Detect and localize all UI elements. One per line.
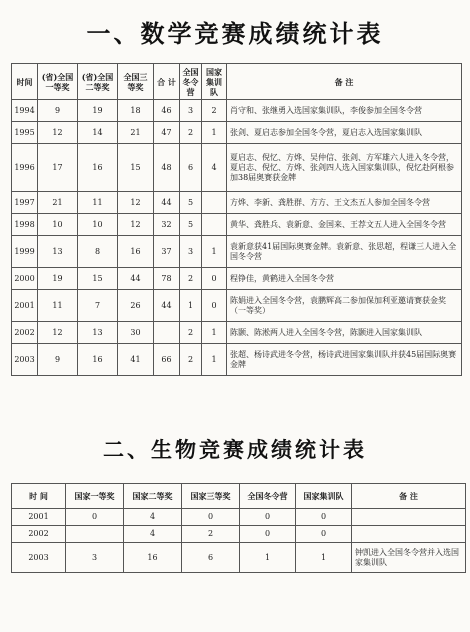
math-table-row — [12, 344, 462, 376]
math-cell-note: 方烨、李新、龚胜群、方方、王文杰五人参加全国冬令营 — [227, 192, 462, 214]
math-cell-team: 1 — [202, 344, 227, 376]
math-cell-winter: 5 — [180, 192, 202, 214]
math-cell-n3: 15 — [118, 144, 154, 192]
bio-cell-note — [352, 526, 466, 543]
bio-cell-winter: 0 — [240, 509, 296, 526]
math-cell-team: 4 — [202, 144, 227, 192]
bio-cell-winter: 1 — [240, 543, 296, 573]
math-cell-winter: 2 — [180, 122, 202, 144]
math-cell-winter: 3 — [180, 236, 202, 268]
col-header-national-team: 国家集训队 — [202, 64, 227, 100]
col-header-total: 合 计 — [154, 64, 180, 100]
math-cell-year: 2001 — [12, 290, 38, 322]
bio-cell-n2: 16 — [124, 543, 182, 573]
math-cell-n3: 41 — [118, 344, 154, 376]
col-header-national-first-prize: 国家一等奖 — [66, 484, 124, 509]
bio-cell-n3: 6 — [182, 543, 240, 573]
bio-cell-n3: 2 — [182, 526, 240, 543]
math-cell-n3: 18 — [118, 100, 154, 122]
math-cell-team: 1 — [202, 122, 227, 144]
col-header-national-second-prize: 国家二等奖 — [124, 484, 182, 509]
math-cell-total: 78 — [154, 268, 180, 290]
bio-cell-n1 — [66, 526, 124, 543]
bio-cell-note — [352, 509, 466, 526]
math-cell-note: 陈颢、陈淞两人进入全国冬令营，陈颢进入国家集训队 — [227, 322, 462, 344]
col-header-national-third-prize: 全国三等奖 — [118, 64, 154, 100]
math-table-row — [12, 268, 462, 290]
col-header-winter-camp: 全国冬令营 — [240, 484, 296, 509]
col-header-note: 备 注 — [227, 64, 462, 100]
math-cell-year: 1999 — [12, 236, 38, 268]
bio-table-row — [12, 543, 466, 573]
math-cell-p2: 11 — [78, 192, 118, 214]
math-table-row — [12, 100, 462, 122]
math-cell-p2: 10 — [78, 214, 118, 236]
math-cell-year: 1998 — [12, 214, 38, 236]
bio-cell-year: 2003 — [12, 543, 66, 573]
bio-cell-note: 钟凯进入全国冬令营并入选国家集训队 — [352, 543, 466, 573]
bio-table-row — [12, 509, 466, 526]
math-cell-winter: 2 — [180, 322, 202, 344]
math-cell-year: 2002 — [12, 322, 38, 344]
math-cell-winter: 3 — [180, 100, 202, 122]
math-cell-note: 夏启志、倪忆、方烨、吴仲信、张剑、方军雄六人进入冬令营，夏启志、倪忆、方烨、张剑四人选入国家集训队，倪忆赴阿根参加38届奥赛获金牌 — [227, 144, 462, 192]
bio-cell-winter: 0 — [240, 526, 296, 543]
math-table-row — [12, 122, 462, 144]
math-results-table — [11, 63, 462, 376]
math-cell-total: 32 — [154, 214, 180, 236]
math-cell-n3: 16 — [118, 236, 154, 268]
col-header-winter-camp: 全国冬令营 — [180, 64, 202, 100]
math-cell-winter: 1 — [180, 290, 202, 322]
col-header-year: 时间 — [12, 64, 38, 100]
math-cell-year: 2000 — [12, 268, 38, 290]
math-cell-n3: 44 — [118, 268, 154, 290]
math-cell-team: 0 — [202, 290, 227, 322]
bio-table-row — [12, 526, 466, 543]
math-table-row — [12, 144, 462, 192]
math-cell-year: 1996 — [12, 144, 38, 192]
bio-cell-n3: 0 — [182, 509, 240, 526]
math-cell-winter: 2 — [180, 268, 202, 290]
math-table-row — [12, 322, 462, 344]
bio-cell-team: 1 — [296, 543, 352, 573]
math-table-row — [12, 236, 462, 268]
math-cell-p1: 9 — [38, 344, 78, 376]
math-cell-n3: 12 — [118, 192, 154, 214]
math-cell-total: 48 — [154, 144, 180, 192]
math-cell-p1: 13 — [38, 236, 78, 268]
math-cell-total: 46 — [154, 100, 180, 122]
math-cell-note: 张超、杨诗武进冬令营，杨诗武进国家集训队并获45届国际奥赛金牌 — [227, 344, 462, 376]
bio-table-title: 二、生物竞赛成绩统计表 — [103, 438, 367, 462]
math-table-row — [12, 214, 462, 236]
math-cell-n3: 30 — [118, 322, 154, 344]
math-cell-team: 2 — [202, 100, 227, 122]
math-cell-team: 1 — [202, 236, 227, 268]
math-table-row — [12, 290, 462, 322]
math-cell-note: 黄华、龚胜兵、袁新意、金国来、王荐文五人进入全国冬令营 — [227, 214, 462, 236]
math-cell-total: 47 — [154, 122, 180, 144]
math-cell-p1: 17 — [38, 144, 78, 192]
col-header-prov-first-prize: (省)全国一等奖 — [38, 64, 78, 100]
math-table-title: 一、数学竞赛成绩统计表 — [86, 20, 384, 48]
math-cell-p2: 7 — [78, 290, 118, 322]
bio-cell-n1: 0 — [66, 509, 124, 526]
math-cell-note: 袁新意获41届国际奥赛金牌。袁新意、张思超，程谦三人进入全国冬令营 — [227, 236, 462, 268]
math-cell-p1: 10 — [38, 214, 78, 236]
math-cell-team — [202, 214, 227, 236]
math-cell-winter: 6 — [180, 144, 202, 192]
math-cell-p2: 14 — [78, 122, 118, 144]
math-cell-note: 肖守和、张继勇入选国家集训队，李俊参加全国冬令营 — [227, 100, 462, 122]
math-cell-total: 44 — [154, 290, 180, 322]
math-cell-note: 张剑、夏启志参加全国冬令营，夏启志入选国家集训队 — [227, 122, 462, 144]
bio-cell-n2: 4 — [124, 526, 182, 543]
math-cell-year: 1997 — [12, 192, 38, 214]
math-cell-winter: 2 — [180, 344, 202, 376]
math-cell-team: 0 — [202, 268, 227, 290]
math-header-row — [12, 64, 462, 100]
math-cell-p2: 19 — [78, 100, 118, 122]
math-cell-p1: 11 — [38, 290, 78, 322]
math-cell-year: 1994 — [12, 100, 38, 122]
bio-cell-n2: 4 — [124, 509, 182, 526]
col-header-prov-second-prize: (省)全国二等奖 — [78, 64, 118, 100]
math-cell-total: 44 — [154, 192, 180, 214]
math-cell-p1: 21 — [38, 192, 78, 214]
bio-cell-year: 2002 — [12, 526, 66, 543]
math-cell-n3: 12 — [118, 214, 154, 236]
math-cell-total: 66 — [154, 344, 180, 376]
math-cell-n3: 26 — [118, 290, 154, 322]
math-cell-year: 1995 — [12, 122, 38, 144]
col-header-note: 备 注 — [352, 484, 466, 509]
math-cell-team: 1 — [202, 322, 227, 344]
bio-cell-team: 0 — [296, 509, 352, 526]
math-cell-p2: 16 — [78, 144, 118, 192]
math-cell-year: 2003 — [12, 344, 38, 376]
math-cell-p1: 12 — [38, 322, 78, 344]
bio-results-table — [11, 483, 466, 573]
math-cell-p2: 16 — [78, 344, 118, 376]
math-cell-winter: 5 — [180, 214, 202, 236]
bio-cell-year: 2001 — [12, 509, 66, 526]
math-cell-team — [202, 192, 227, 214]
bio-cell-n1: 3 — [66, 543, 124, 573]
math-cell-p1: 19 — [38, 268, 78, 290]
math-cell-n3: 21 — [118, 122, 154, 144]
col-header-national-third-prize: 国家三等奖 — [182, 484, 240, 509]
math-cell-note: 程铮佳，黄鹤进入全国冬令营 — [227, 268, 462, 290]
math-cell-total — [154, 322, 180, 344]
bio-header-row — [12, 484, 466, 509]
math-cell-p2: 8 — [78, 236, 118, 268]
math-cell-p2: 15 — [78, 268, 118, 290]
col-header-year: 时 间 — [12, 484, 66, 509]
math-cell-p1: 12 — [38, 122, 78, 144]
math-cell-p2: 13 — [78, 322, 118, 344]
math-cell-p1: 9 — [38, 100, 78, 122]
math-table-row — [12, 192, 462, 214]
math-cell-total: 37 — [154, 236, 180, 268]
math-cell-note: 陈娟进入全国冬令营，袁鹏辉高二参加保加利亚邀请赛获金奖（一等奖） — [227, 290, 462, 322]
col-header-national-team: 国家集训队 — [296, 484, 352, 509]
bio-cell-team: 0 — [296, 526, 352, 543]
